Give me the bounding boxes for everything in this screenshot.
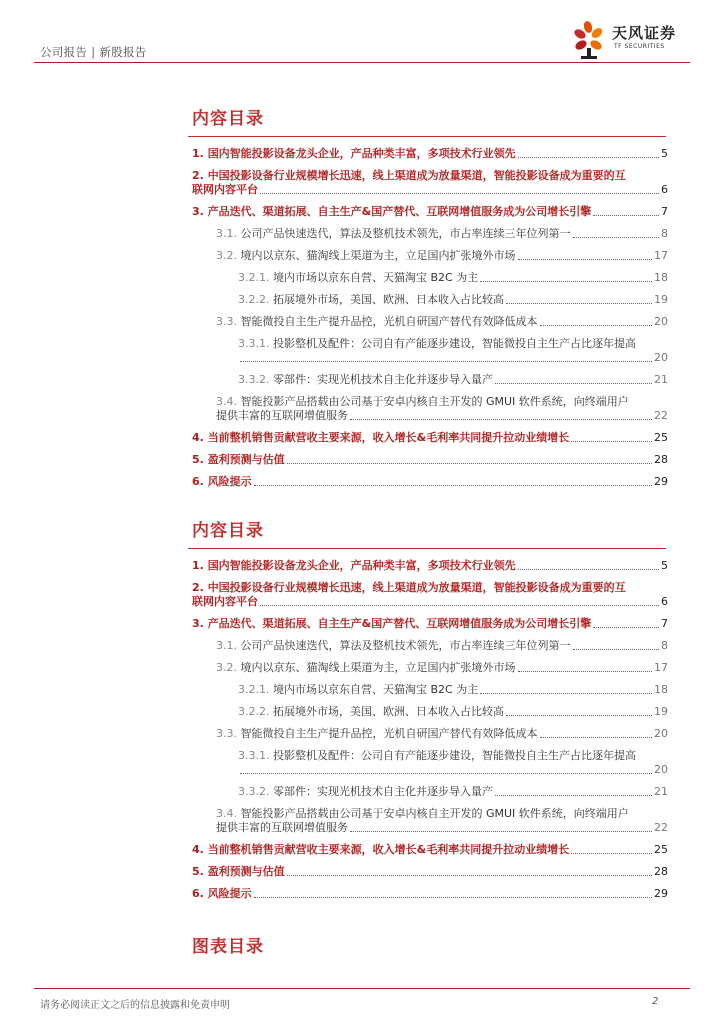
breadcrumb-separator: | — [91, 45, 96, 59]
toc-entry-3-3[interactable] — [216, 727, 668, 741]
footer-divider — [34, 988, 690, 989]
toc-entry-number: 3.3.1. — [238, 749, 270, 762]
leader-dots — [540, 324, 653, 326]
toc-entry-4[interactable] — [192, 843, 668, 857]
toc-entry-text: 智能投影产品搭载由公司基于安卓内核自主开发的 GMUI 软件系统，向终端用户 — [240, 807, 629, 820]
toc-entry-5[interactable] — [192, 453, 668, 467]
toc-entry-2-line1[interactable] — [192, 169, 668, 183]
toc-entry-text: 智能微投自主生产提升品控，光机自研国产替代有效降低成本 — [240, 315, 538, 328]
toc-entry-page: 18 — [654, 683, 668, 696]
toc-entry-text: 公司产品快速迭代，算法及整机技术领先，市占率连续三年位列第一 — [240, 639, 571, 652]
toc-entry-number: 5. — [192, 453, 204, 466]
toc-entry-text: 境内市场以京东自营、天猫淘宝 B2C 为主 — [273, 271, 479, 284]
toc-entry-number: 6. — [192, 475, 204, 488]
toc-title: 内容目录 — [192, 109, 264, 129]
toc-entry-text: 境内以京东、猫淘线上渠道为主，立足国内扩张境外市场 — [240, 661, 516, 674]
page-number: 2 — [652, 996, 659, 1007]
toc-entry-3-3[interactable] — [216, 315, 668, 329]
toc-entry-2-line2[interactable] — [192, 183, 668, 197]
toc-entry-page: 20 — [654, 763, 668, 776]
toc-entry-text: 境内以京东、猫淘线上渠道为主，立足国内扩张境外市场 — [240, 249, 516, 262]
logo-flower-icon — [568, 18, 612, 62]
toc-entry-page: 6 — [661, 183, 668, 196]
toc-entry-number: 3. — [192, 205, 204, 218]
toc-entry-number: 3.4. — [216, 807, 237, 820]
toc-entry-text: 公司产品快速迭代，算法及整机技术领先，市占率连续三年位列第一 — [240, 227, 571, 240]
toc-entry-text: 联网内容平台 — [192, 595, 258, 608]
toc-entry-number: 3.2.1. — [238, 683, 270, 696]
toc-entry-5[interactable] — [192, 865, 668, 879]
toc-entry-number: 2. — [192, 169, 204, 182]
leader-dots — [518, 670, 653, 672]
page-header — [0, 0, 724, 70]
toc-entry-2-line1[interactable] — [192, 581, 668, 595]
toc-entry-4[interactable] — [192, 431, 668, 445]
toc-entry-page: 5 — [661, 147, 668, 160]
toc-entry-page: 8 — [661, 639, 668, 652]
toc-entry-3-2-2[interactable] — [238, 705, 668, 719]
toc-section-2 — [188, 516, 668, 901]
toc-entry-3-3-2[interactable] — [238, 785, 668, 799]
toc-entry-page: 7 — [661, 617, 668, 630]
toc-entry-3-1[interactable] — [216, 227, 668, 241]
leader-dots — [506, 302, 652, 304]
leader-dots — [254, 484, 652, 486]
toc-entry-page: 5 — [661, 559, 668, 572]
toc-entry-text: 盈利预测与估值 — [207, 453, 285, 466]
toc-entry-text: 提供丰富的互联网增值服务 — [216, 409, 348, 422]
toc-entry-text: 产品迭代、渠道拓展、自主生产&国产替代、互联网增值服务成为公司增长引擎 — [207, 205, 592, 218]
leader-dots — [571, 852, 652, 854]
toc-entry-text: 投影整机及配件：公司自有产能逐步建设，智能微投自主生产占比逐年提高 — [273, 337, 636, 350]
toc-entry-text: 国内智能投影设备龙头企业，产品种类丰富，多项技术行业领先 — [207, 147, 516, 160]
toc-entry-number: 3.2. — [216, 249, 237, 262]
toc-entry-number: 4. — [192, 431, 204, 444]
leader-dots — [593, 214, 659, 216]
toc-entry-text: 产品迭代、渠道拓展、自主生产&国产替代、互联网增值服务成为公司增长引擎 — [207, 617, 592, 630]
toc-entry-number: 3.1. — [216, 227, 237, 240]
toc-entry-number: 5. — [192, 865, 204, 878]
toc-entry-page: 6 — [661, 595, 668, 608]
toc-entry-3-3-1-line1[interactable] — [238, 749, 668, 763]
toc-entry-number: 2. — [192, 581, 204, 594]
toc-entry-page: 25 — [654, 431, 668, 444]
toc-entry-page: 17 — [654, 249, 668, 262]
toc-title: 内容目录 — [192, 521, 264, 541]
toc-entry-1[interactable] — [192, 147, 668, 161]
toc-entry-page: 20 — [654, 351, 668, 364]
toc-entry-text: 盈利预测与估值 — [207, 865, 285, 878]
toc-entry-page: 20 — [654, 727, 668, 740]
toc-entry-page: 21 — [654, 785, 668, 798]
toc-section-1 — [188, 104, 668, 489]
toc-entry-3-3-1-line2[interactable] — [238, 763, 668, 777]
chart-toc-title: 图表目录 — [192, 937, 264, 957]
toc-entry-text: 境内市场以京东自营、天猫淘宝 B2C 为主 — [273, 683, 479, 696]
logo-text-en: TF SECURITIES — [614, 43, 665, 50]
toc-entry-page: 19 — [654, 705, 668, 718]
leader-dots — [480, 692, 652, 694]
leader-dots — [518, 156, 659, 158]
toc-entry-3-4-line1[interactable] — [216, 807, 668, 821]
toc-entry-number: 3. — [192, 617, 204, 630]
toc-entry-page: 17 — [654, 661, 668, 674]
toc-entry-3-1[interactable] — [216, 639, 668, 653]
toc-entry-page: 25 — [654, 843, 668, 856]
toc-entry-3-3-2[interactable] — [238, 373, 668, 387]
toc-entry-number: 1. — [192, 147, 204, 160]
toc-entry-page: 29 — [654, 887, 668, 900]
toc-entry-3-4-line2[interactable] — [216, 821, 668, 835]
toc-entry-number: 3.4. — [216, 395, 237, 408]
toc-entry-page: 20 — [654, 315, 668, 328]
toc-entry-3-2-2[interactable] — [238, 293, 668, 307]
toc-entry-number: 6. — [192, 887, 204, 900]
leader-dots — [573, 236, 660, 238]
leader-dots — [260, 192, 659, 194]
toc-entry-2-line2[interactable] — [192, 595, 668, 609]
toc-entry-number: 3.2. — [216, 661, 237, 674]
toc-entry-3-2[interactable] — [216, 249, 668, 263]
toc-entry-number: 3.3.2. — [238, 785, 270, 798]
toc-entry-page: 19 — [654, 293, 668, 306]
leader-dots — [350, 418, 652, 420]
toc-entry-3-2[interactable] — [216, 661, 668, 675]
toc-entry-3-3-1-line1[interactable] — [238, 337, 668, 351]
leader-dots — [254, 896, 652, 898]
toc-entry-text: 联网内容平台 — [192, 183, 258, 196]
toc-entry-text: 中国投影设备行业规模增长迅速，线上渠道成为放量渠道，智能投影设备成为重要的互 — [207, 169, 626, 182]
toc-entry-number: 1. — [192, 559, 204, 572]
leader-dots — [571, 440, 652, 442]
toc-entry-page: 28 — [654, 865, 668, 878]
toc-title-rule — [188, 136, 666, 137]
leader-dots — [540, 736, 653, 738]
leader-dots — [350, 830, 652, 832]
toc-entry-1[interactable] — [192, 559, 668, 573]
footer-disclaimer: 请务必阅读正文之后的信息披露和免责申明 — [40, 1000, 230, 1011]
toc-entry-text: 智能投影产品搭载由公司基于安卓内核自主开发的 GMUI 软件系统，向终端用户 — [240, 395, 629, 408]
toc-entry-3[interactable] — [192, 617, 668, 631]
leader-dots — [287, 462, 652, 464]
toc-entry-text: 拓展境外市场，美国、欧洲、日本收入占比较高 — [273, 293, 504, 306]
toc-entry-number: 3.3. — [216, 315, 237, 328]
toc-entry-number: 3.2.2. — [238, 293, 270, 306]
leader-dots — [593, 626, 659, 628]
toc-entry-number: 3.3.2. — [238, 373, 270, 386]
toc-entry-6[interactable] — [192, 475, 668, 489]
toc-entry-page: 8 — [661, 227, 668, 240]
toc-entry-number: 3.3.1. — [238, 337, 270, 350]
toc-entry-page: 7 — [661, 205, 668, 218]
logo-text-cn: 天风证券 — [612, 24, 677, 42]
toc-entry-number: 3.2.2. — [238, 705, 270, 718]
leader-dots — [518, 258, 653, 260]
toc-title-rule — [188, 548, 666, 549]
leader-dots — [506, 714, 652, 716]
toc-entry-text: 中国投影设备行业规模增长迅速，线上渠道成为放量渠道，智能投影设备成为重要的互 — [207, 581, 626, 594]
toc-entry-page: 18 — [654, 271, 668, 284]
toc-entry-text: 拓展境外市场，美国、欧洲、日本收入占比较高 — [273, 705, 504, 718]
leader-dots — [260, 604, 659, 606]
leader-dots — [287, 874, 652, 876]
toc-entry-text: 提供丰富的互联网增值服务 — [216, 821, 348, 834]
breadcrumb-ipo-report: 新股报告 — [99, 45, 147, 59]
toc-entry-text: 当前整机销售贡献营收主要来源，收入增长&毛利率共同提升拉动业绩增长 — [207, 843, 570, 856]
toc-entry-page: 29 — [654, 475, 668, 488]
leader-dots — [240, 772, 652, 774]
toc-entry-number: 4. — [192, 843, 204, 856]
toc-entry-6[interactable] — [192, 887, 668, 901]
toc-entry-3-3-1-line2[interactable] — [238, 351, 668, 365]
toc-entry-number: 3.1. — [216, 639, 237, 652]
toc-entry-text: 投影整机及配件：公司自有产能逐步建设，智能微投自主生产占比逐年提高 — [273, 749, 636, 762]
leader-dots — [495, 794, 652, 796]
toc-entry-number: 3.3. — [216, 727, 237, 740]
toc-entry-text: 风险提示 — [207, 475, 252, 488]
toc-entry-text: 零部件：实现光机技术自主化并逐步导入量产 — [273, 373, 493, 386]
toc-entry-page: 22 — [654, 821, 668, 834]
toc-entry-3-2-1[interactable] — [238, 271, 668, 285]
toc-entry-number: 3.2.1. — [238, 271, 270, 284]
leader-dots — [573, 648, 660, 650]
toc-entry-3-2-1[interactable] — [238, 683, 668, 697]
toc-entry-text: 国内智能投影设备龙头企业，产品种类丰富，多项技术行业领先 — [207, 559, 516, 572]
toc-entry-text: 智能微投自主生产提升品控，光机自研国产替代有效降低成本 — [240, 727, 538, 740]
toc-entry-text: 当前整机销售贡献营收主要来源，收入增长&毛利率共同提升拉动业绩增长 — [207, 431, 570, 444]
toc-entry-page: 21 — [654, 373, 668, 386]
breadcrumb — [40, 44, 147, 60]
toc-entry-3-4-line1[interactable] — [216, 395, 668, 409]
toc-entry-page: 22 — [654, 409, 668, 422]
toc-entry-page: 28 — [654, 453, 668, 466]
toc-entry-3-4-line2[interactable] — [216, 409, 668, 423]
leader-dots — [480, 280, 652, 282]
leader-dots — [495, 382, 652, 384]
leader-dots — [518, 568, 659, 570]
header-divider — [34, 62, 690, 63]
leader-dots — [240, 360, 652, 362]
toc-entry-text: 零部件：实现光机技术自主化并逐步导入量产 — [273, 785, 493, 798]
toc-entry-3[interactable] — [192, 205, 668, 219]
tf-securities-logo — [568, 18, 688, 62]
toc-entry-text: 风险提示 — [207, 887, 252, 900]
breadcrumb-company-report: 公司报告 — [40, 45, 88, 59]
